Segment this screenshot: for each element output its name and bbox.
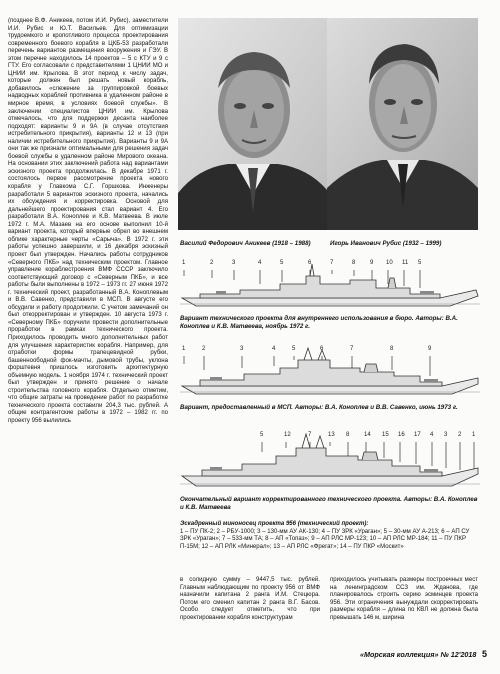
callout: 8: [352, 260, 356, 266]
callout: 5: [292, 346, 296, 352]
callout: 1: [472, 432, 476, 438]
bottom-text-right-column: [330, 577, 478, 622]
callout: 3: [232, 260, 236, 266]
callout: 2: [202, 346, 206, 352]
photo-caption-rubis: Игорь Иванович Рубис (1932 – 1999): [330, 240, 442, 247]
callout: 7: [350, 346, 354, 352]
callout: 12: [284, 432, 291, 438]
callout: 7: [308, 432, 312, 438]
left-text-column: [8, 18, 168, 426]
callout: 7: [330, 260, 334, 266]
legend-text: 1 – ПУ ПК-2; 2 – РБУ-1000; 3 – 130-мм АУ АК-130; 4 – ПУ ЗРК «Ураган»; 5 – 30-мм АУ А-213; 6 – АП СУ ЗРК «Ураган»; 7 – 533-мм ТА; 8 – АП «Топаз»; 9 – АП РЛС МР-123; 10 – АП РЛС МР-184; 11 – ПУ ПКР П-15М; 12 – АП РЛК «Минерал»; 13 – АП РЛС «Фрегат»; 14 – ПУ ПКР «Москит»: [180, 528, 470, 550]
ship-legend: [180, 521, 480, 551]
callout: 10: [386, 260, 393, 266]
callout: 4: [430, 432, 434, 438]
ship-caption: Вариант, предоставленный в МСП. Авторы: В.А. Коноплев и В.В. Савенко, июнь 1973 г.: [180, 404, 458, 411]
paragraph: приходилось учитывать размеры построечных мест на ленинградском ССЗ им. Жданова, где планировалось строить серию эсминцев проекта 956. Эти ограничения вынуждали скорректировать размеры корабля – длина по КВЛ не должна была превышать 146 м, ширина: [330, 577, 478, 621]
callout: 5: [260, 432, 264, 438]
callout: 9: [370, 260, 374, 266]
ship-caption: Окончательный вариант корректированного технического проекта. Авторы: В.А. Коноплев и К.В. Матвеева: [180, 496, 478, 511]
callout: 8: [346, 432, 350, 438]
ship-caption: Вариант технического проекта для внутреннего использования в бюро. Авторы: В.А. Коноплев и К.В. Матвеева, ноябрь 1972 г.: [180, 315, 458, 330]
callout: 15: [382, 432, 389, 438]
callout: 5: [418, 260, 422, 266]
callout: 13: [328, 432, 335, 438]
callout: 2: [210, 260, 214, 266]
page-number: 5: [482, 649, 488, 659]
callout: 4: [258, 260, 262, 266]
bottom-text-left-column: [180, 577, 320, 622]
page-footer: [360, 650, 490, 659]
callout: 8: [390, 346, 394, 352]
callout: 3: [444, 432, 448, 438]
paragraph: в солидную сумму – 9447,5 тыс. рублей. Главным наблюдающим по проекту 956 от ВМФ назначили капитана 2 ранга И.М. Стецюра. Потом его сменил капитан 2 ранга В.Г. Басов. Особо следует отметить, что при проектировании корабля конструктурам: [180, 577, 320, 621]
callout: 9: [428, 346, 432, 352]
callout: 11: [402, 260, 409, 266]
callout: 17: [414, 432, 421, 438]
callout: 6: [308, 260, 312, 266]
callout-numbers: [180, 346, 480, 356]
portrait-photo-rubis: [327, 18, 478, 230]
callout: 16: [398, 432, 405, 438]
callout-numbers: [180, 260, 480, 270]
portrait-photo-anikeev: [178, 18, 327, 230]
callout: 1: [182, 260, 186, 266]
callout: 3: [240, 346, 244, 352]
callout: 5: [280, 260, 284, 266]
paragraph: (позднее В.Ф. Аникеев, потом И.И. Рубис), заместители И.И. Рубис и Ю.Т. Васильев. Для оптимизации трудоемкого и кропотливого процесса проектирования современного боевого корабля в ЦКБ-53 разработали перечень вариантов размещения вооружения и ГЭУ. В этом перечне находилось 14 проектов – 5 с КТУ и 9 с ГТУ. Его согласовали с представителями 1 ЦНИИ МО и ЦНИИ им. Крылова. В этот период к числу задач, которые должен был решать новый корабль, добавилось «слежение за группировкой боевых надводных кораблей противника в удаленном районе в мирное время, в условиях боевой службы». В заключении специалистов ЦНИИ им. Крылова отмечалось, что для поддержки десанта наиболее подходят: варианты 9 и 9А (в случае отсутствия истребительного прикрытия), варианты 12 и 13 (при наличии истребительного прикрытия). Варианты 9 и 9А они так же признали оптимальными для решения задач боевой службы в удаленном районе Мирового океана. На основании этих заключений работа над вариантами эскизного проекта продолжилась. В декабре 1971 г. состоялось первое рассмотрение проекта нового корабля у Главкома С.Г. Горшкова. Инженеры разработали 5 вариантов эскизного проекта, начались их обсуждения и корректировка. Основой для дальнейшего проектирования стал вариант 4. Его разработали В.А. Коноплев и К.В. Матвеева. В июле 1972 г. М.А. Мазаев на его основе выполнил 10-й вариант проекта, который впервые обрел во внешнем облике характерные черты «Сарыча». В 1972 г. эти работы успешно завершили, и 16 декабря эскизный проект был утвержден. Начались работы сотрудников «Северного ПКБ» над техническим проектом. Главное управление кораблестроения ВМФ СССР заключило соответствующий договор с «Северным ПКБ», и все работы были выполнены в 1972 – 1973 гг. 27 июня 1972 г. технический проект, разработанный В.А. Коноплевым и В.В. Савенко, представили в МСП. В августе его обсудили и работу продолжили. С учетом замечаний он был откорректирован и утвержден. 10 августа 1973 г. «Северному ПКБ» поручили провести дополнительные проработки в рамках технического проекта. Приходилось проводить много дополнительных работ для улучшения характеристик корабля. Например, для отработки формы трапецевидной рубки, башенноободной фок-мачты, дымовой трубы, уклона форштевня пришлось изготовить архитектурную объемную модель. 1 ноября 1974 г. технический проект был утвержден и принято решение о начале строительства головного корабля. Отдельно отметим, что общие затраты на проведение работ по разработке технического проекта составили 204,3 тыс. рублей. А общие контрагентские работы в 1972 – 1982 гг. по проекту 956 вылились: [8, 18, 168, 424]
callout: 14: [364, 432, 371, 438]
ship-drawing-final-variant: [180, 432, 480, 492]
ship-drawing-variant-1972: [180, 260, 480, 312]
callout: 1: [182, 346, 186, 352]
ship-drawing-variant-1973: [180, 346, 480, 400]
legend-title: Эскадренный миноносец проекта 956 (технический проект):: [180, 521, 369, 527]
callout: 2: [458, 432, 462, 438]
callout: 6: [320, 346, 324, 352]
magazine-name: «Морская коллекция» № 12'2018: [360, 650, 477, 659]
callout-numbers: [180, 432, 480, 442]
callout: 4: [272, 346, 276, 352]
photo-caption-anikeev: Василий Федорович Аникеев (1918 – 1988): [180, 240, 311, 247]
